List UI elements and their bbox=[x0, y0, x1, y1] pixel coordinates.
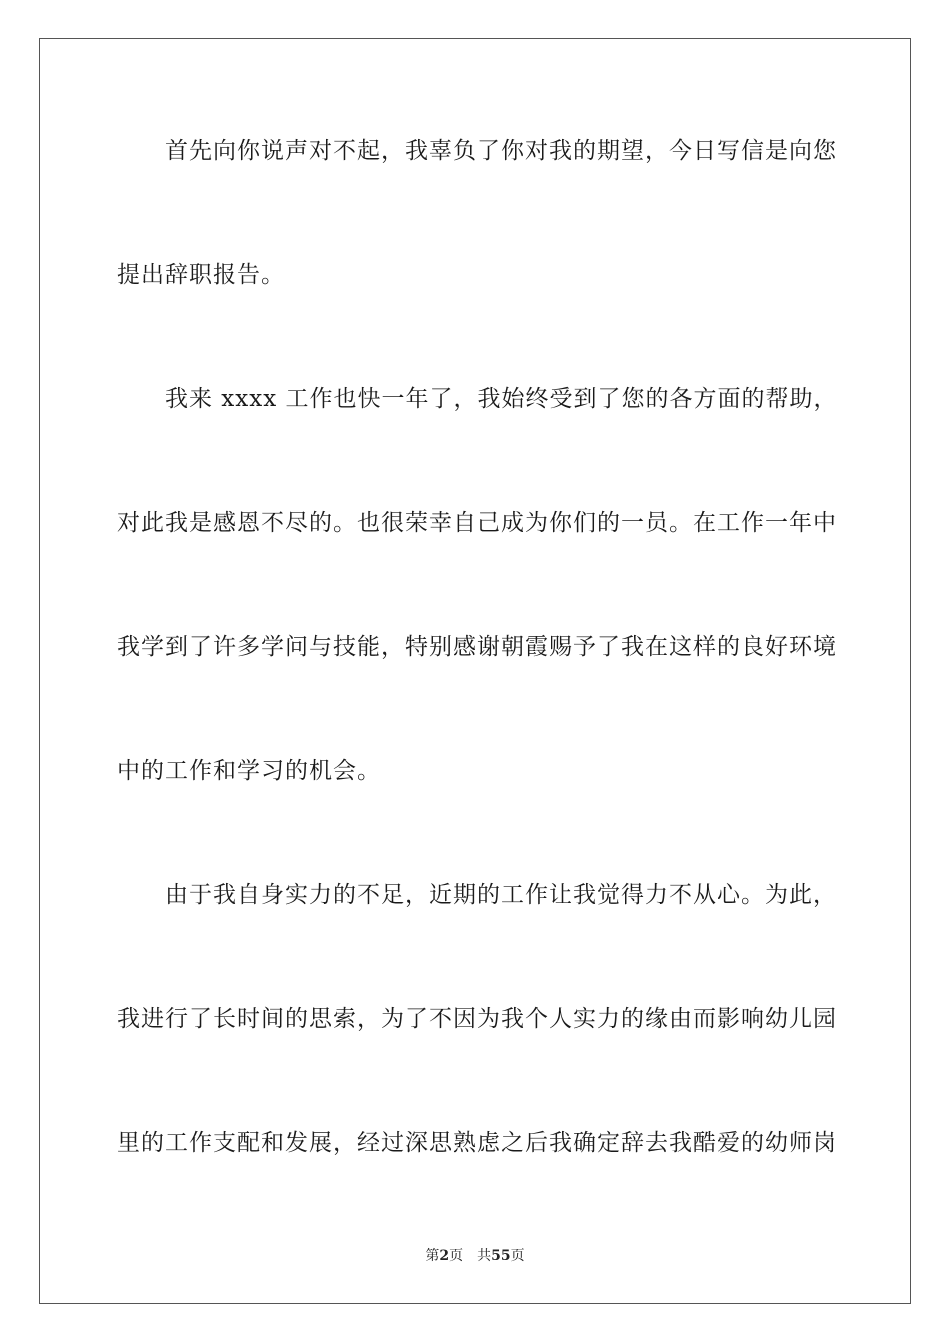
total-prefix: 共 bbox=[477, 1248, 492, 1264]
total-suffix: 页 bbox=[510, 1248, 525, 1264]
paragraph-1-line-1: 首先向你说声对不起，我辜负了你对我的期望，今日写信是向您 bbox=[165, 138, 837, 164]
paragraph-2-line-2: 对此我是感恩不尽的。也很荣幸自己成为你们的一员。在工作一年中 bbox=[117, 510, 837, 536]
page-suffix: 页 bbox=[449, 1248, 464, 1264]
paragraph-3-line-2: 我进行了长时间的思索，为了不因为我个人实力的缘由而影响幼儿园 bbox=[117, 1006, 837, 1032]
total-pages: 55 bbox=[491, 1248, 511, 1264]
paragraph-2-line-1: 我来 xxxx 工作也快一年了，我始终受到了您的各方面的帮助， bbox=[165, 386, 838, 412]
page-number: 2 bbox=[439, 1248, 450, 1264]
page-footer bbox=[0, 1246, 950, 1266]
paragraph-2-line-3: 我学到了许多学问与技能，特别感谢朝霞赐予了我在这样的良好环境 bbox=[117, 634, 837, 660]
page-frame bbox=[39, 38, 911, 1304]
paragraph-1-line-2: 提出辞职报告。 bbox=[117, 262, 285, 288]
paragraph-3-line-1: 由于我自身实力的不足，近期的工作让我觉得力不从心。为此， bbox=[165, 882, 837, 908]
paragraph-3-line-3: 里的工作支配和发展，经过深思熟虑之后我确定辞去我酷爱的幼师岗 bbox=[117, 1130, 837, 1156]
paragraph-2-line-4: 中的工作和学习的机会。 bbox=[117, 758, 381, 784]
page-prefix: 第 bbox=[425, 1248, 440, 1264]
